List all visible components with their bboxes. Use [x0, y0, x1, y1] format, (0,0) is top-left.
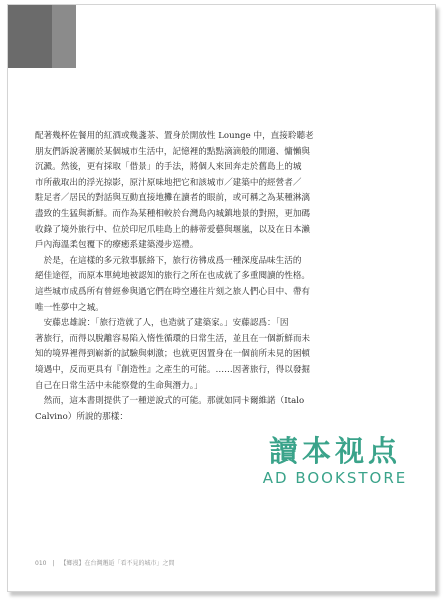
store-watermark: [225, 435, 445, 487]
text-line: Calvino）所說的那樣：: [35, 411, 128, 422]
text-line: 知的境界裡得到嶄新的試驗與刺激；也就更因置身在一個前所未見的困頓: [35, 349, 311, 360]
text-line: 這些城市成爲所有曾經參與過它們在時空邊往片刻之旅人們心目中、帶有: [35, 286, 311, 297]
text-line: 境遇中，反而更具有『創造性』之產生的可能。……因著旅行，得以發掘: [35, 364, 311, 375]
text-line: 沉澱。然後，更有採取「借景」的手法，將個人來回奔走於舊島上的城: [35, 162, 302, 173]
text-line: 然而，這本書則提供了一種逆說式的可能。那就如同卡爾維諾（Italo: [35, 396, 305, 407]
page-number: 010: [35, 560, 47, 567]
text-line: 朋友們訴說著關於某個城市生活中，記憶裡的點點滴滴般的閒適、慵懶與: [35, 146, 311, 157]
text-line: 唯一性夢中之城。: [35, 302, 104, 313]
text-line: 駐足者／居民的對話與互動直接地攤在讀者的眼前，或可稱之為某種淋漓: [35, 193, 311, 204]
watermark-logo: 讀本视点: [268, 434, 401, 468]
body-text: [35, 129, 395, 425]
text-line: 著旅行，而得以脫離容易陷入惰性循環的日常生活，並且在一個新鮮而未: [35, 333, 311, 344]
text-line: 戶內海溫柔包覆下的療癒系建築漫步巡禮。: [35, 240, 199, 251]
text-line: 盡致的生猛與新鮮。而作為某種相較於台灣島內城鎮地景的對照，更加碼: [35, 208, 311, 219]
text-line: 絕佳途徑，而原本單純地被認知的旅行之所在也成就了多重閱讀的性格。: [35, 271, 311, 282]
text-line: 安藤忠雄說：「旅行造就了人，也造就了建築家。」安藤認爲：「因: [35, 318, 289, 329]
watermark-name: AD BOOKSTORE: [262, 469, 408, 487]
corner-decoration: [8, 5, 76, 68]
footer-separator: |: [52, 560, 55, 567]
book-page: [7, 4, 436, 592]
text-line: 於是，在這樣的多元敘事脈絡下，旅行彷彿成爲一種深度品味生活的: [35, 255, 302, 266]
page-footer: [35, 558, 175, 567]
text-line: 市所截取出的浮光掠影，原汁原味地把它和該城市／建築中的經營者／: [35, 177, 302, 188]
text-line: 配著幾杯佐餐用的紅酒或幾盞茶、置身於開放性 Lounge 中，直接聆聽老: [35, 131, 314, 141]
text-line: 收錄了境外旅行中、位於印尼爪哇島上的赫蒂爱藝與堰嵐，以及在日本瀨: [35, 224, 311, 235]
running-header: 【鄉漫】在台灣邂逅「看不見的城市」之間: [60, 560, 175, 567]
text-line: 自己在日常生活中未能察覺的生命與潛力。」: [35, 380, 203, 391]
